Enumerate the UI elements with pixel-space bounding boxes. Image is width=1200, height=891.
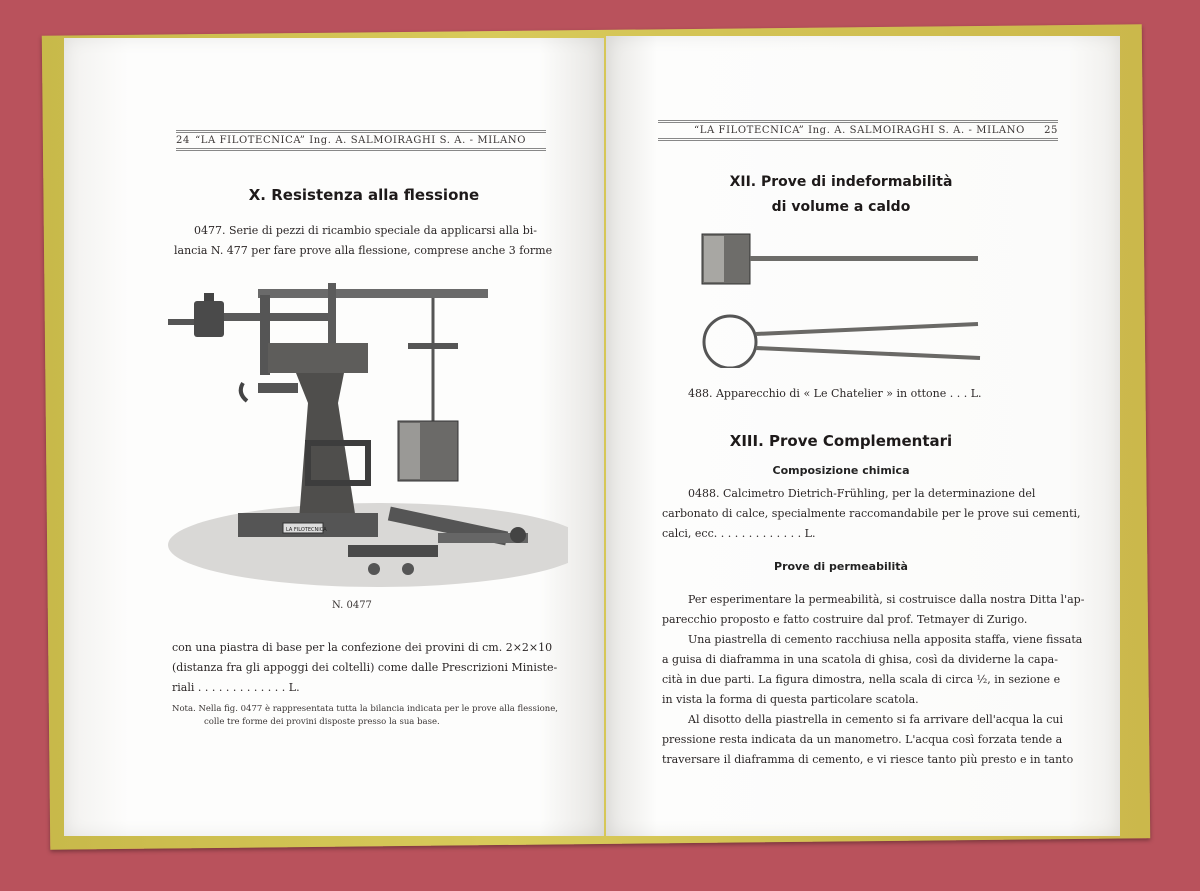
- item-0488-line-1: 0488. Calcimetro Dietrich-Frühling, per la determinazione del: [688, 487, 1036, 500]
- para-line: pressione resta indicata da un manometro. L'acqua così forzata tende a: [662, 733, 1063, 746]
- right-page: [606, 36, 1120, 836]
- para-line: Al disotto della piastrella in cemento si fa arrivare dell'acqua la cui: [688, 713, 1064, 726]
- para-line: cità in due parti. La figura dimostra, nella scala di circa ½, in sezione e: [662, 673, 1061, 686]
- note-line-1: Nota. Nella fig. 0477 è rappresentata tutta la bilancia indicata per le prove alla flessione,: [172, 704, 558, 714]
- right-running-head-text: “LA FILOTECNICA” Ing. A. SALMOIRAGHI S. A. - MILANO: [694, 125, 1025, 136]
- section-title-xiii: XIII. Prove Complementari: [729, 432, 953, 450]
- left-page: [64, 38, 604, 836]
- para-line: a guisa di diaframma in una scatola di ghisa, così da dividerne la capa-: [662, 653, 1058, 666]
- para-line: parecchio proposto e fatto costruire dal prof. Tetmayer di Zurigo.: [662, 613, 1028, 626]
- item-0488-line-3: calci, ecc. . . . . . . . . . . . . L.: [662, 527, 816, 540]
- left-page-number: 24: [176, 135, 190, 146]
- section-title-x: X. Resistenza alla flessione: [248, 186, 480, 204]
- right-running-header: [658, 120, 1058, 141]
- item-0477-line-2: lancia N. 477 per fare prove alla flessione, comprese anche 3 forme: [174, 244, 553, 257]
- para-line: Per esperimentare la permeabilità, si costruisce dalla nostra Ditta l'ap-: [688, 593, 1085, 606]
- plate-label: LA FILOTECNICA: [286, 527, 327, 533]
- left-running-header: [176, 130, 546, 151]
- body-line-2: (distanza fra gli appoggi dei coltelli) come dalle Prescrizioni Ministe-: [172, 661, 558, 674]
- body-line-1: con una piastra di base per la confezione dei provini di cm. 2×2×10: [172, 641, 553, 654]
- flexure-balance-illustration: [148, 283, 568, 593]
- item-0488-line-2: carbonato di calce, specialmente raccomandabile per le prove sui cementi,: [662, 507, 1081, 520]
- note-line-2: colle tre forme dei provini disposte presso la sua base.: [204, 717, 440, 727]
- para-line: Una piastrella di cemento racchiusa nella apposita staffa, viene fissata: [688, 633, 1083, 646]
- figure-caption: N. 0477: [332, 600, 372, 611]
- right-page-number: 25: [1044, 125, 1058, 136]
- item-488: 488. Apparecchio di « Le Chatelier » in ottone . . . L.: [688, 387, 982, 400]
- le-chatelier-apparatus-illustration: [698, 228, 988, 368]
- para-line: in vista la forma di questa particolare scatola.: [662, 693, 919, 706]
- subheading-composizione-chimica: Composizione chimica: [772, 464, 910, 477]
- item-0477-line-1: 0477. Serie di pezzi di ricambio speciale da applicarsi alla bi-: [194, 224, 537, 237]
- body-line-3: riali . . . . . . . . . . . . . L.: [172, 681, 300, 694]
- left-running-head-text: “LA FILOTECNICA” Ing. A. SALMOIRAGHI S. A. - MILANO: [195, 135, 526, 146]
- section-title-xii-line-1: XII. Prove di indeformabilità: [729, 174, 953, 190]
- section-title-xii-line-2: di volume a caldo: [771, 199, 911, 215]
- subheading-prove-permeabilita: Prove di permeabilità: [774, 560, 908, 573]
- para-line: traversare il diaframma di cemento, e vi riesce tanto più presto e in tanto: [662, 753, 1074, 766]
